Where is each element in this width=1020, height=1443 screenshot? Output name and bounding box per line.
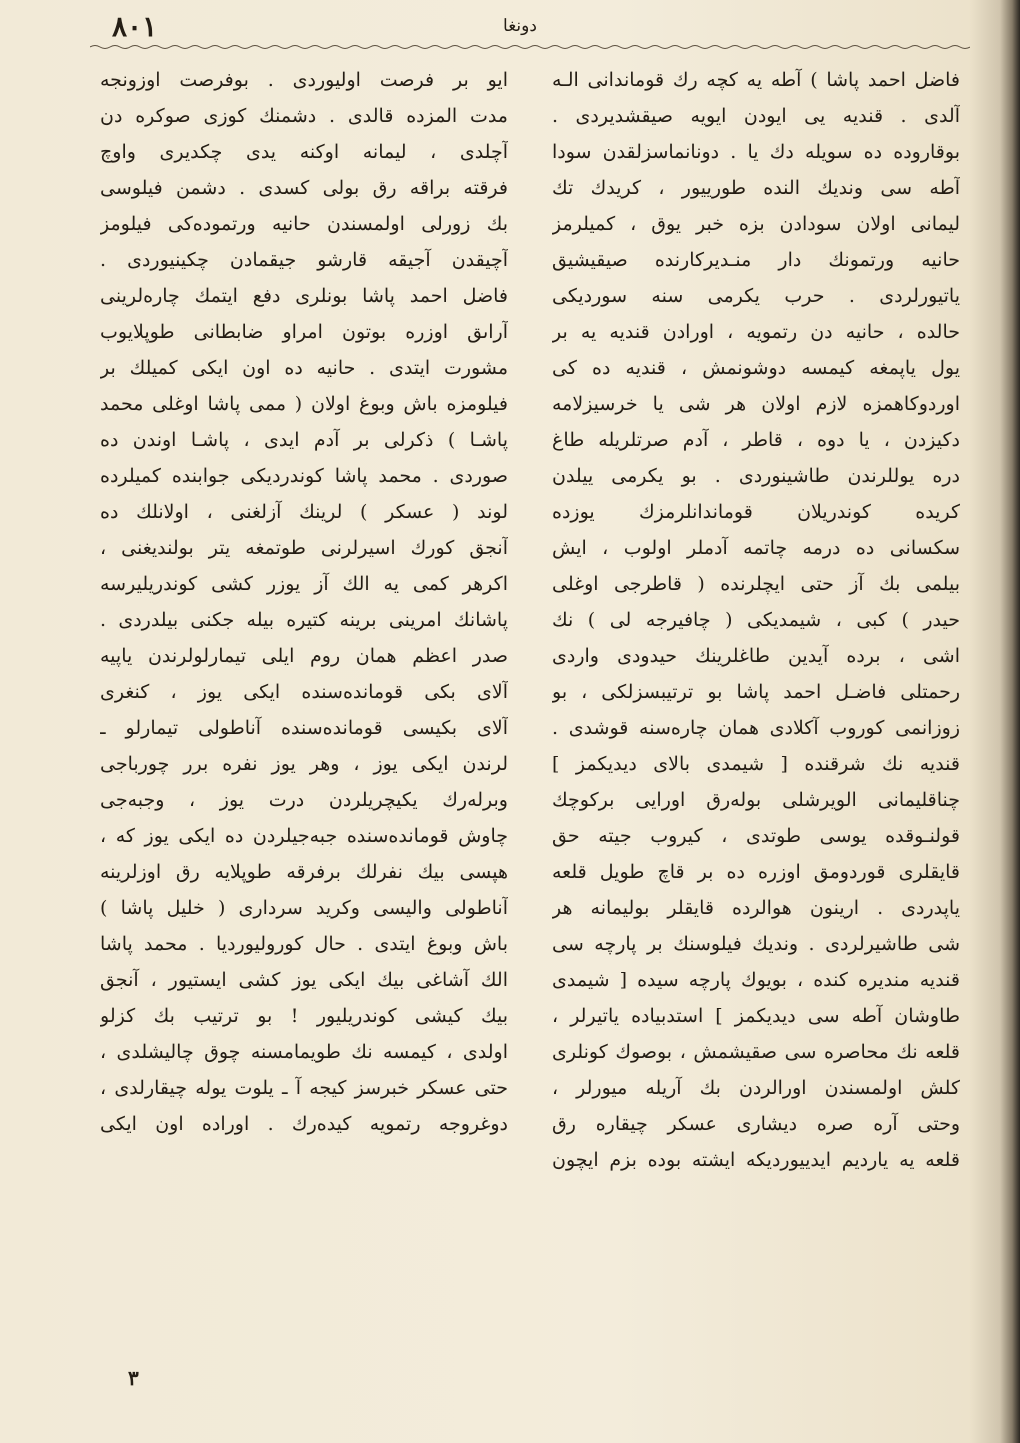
- text-line: فیلومزه باش وبوغ اولان ( ممی پاشا اوغلی محمد: [100, 393, 508, 415]
- text-line: بك زورلی اولمسندن حانیه ورتمودەكی فیلومز: [100, 213, 508, 235]
- text-line: لرندن ایكی یوز ، وهر یوز نفره برر چورباجی: [100, 753, 508, 775]
- text-line: فرقته براقه رق بولی كسدی . دشمن فیلوسی: [100, 177, 508, 199]
- text-line: لیمانی اولان سودادن بزه خبر یوق ، كمیلرمز: [552, 213, 960, 235]
- text-line: یول یاپمغه كیمسه دوشونمش ، قندیه ده كی: [552, 357, 960, 379]
- text-column-left: [100, 62, 508, 1142]
- text-line: اوردوكاهمزه لازم اولان هر شی یا خرسیزلامه: [552, 393, 960, 415]
- running-head: دونغا: [503, 16, 537, 36]
- text-line: رحمتلی فاضـل احمد پاشا بو ترتیبسزلكی ، بو: [552, 681, 960, 703]
- text-line: حتی عسكر خبرسز كیجه آ ـ یلوت یوله چیقارلدی ،: [100, 1077, 508, 1099]
- text-line: الك آشاغی بیك ایكی یوز كشی ایستیور ، آنجق: [100, 969, 508, 991]
- text-line: قایقلری قوردومق اوزره ده بر قاچ طویل قلعه: [552, 861, 960, 883]
- text-line: آناطولی والیسی وكرید سرداری ( خلیل پاشا ): [100, 897, 508, 919]
- text-line: طاوشان آطه سی دیدیكمز ] استدبیاده یاتیرلر ،: [552, 1005, 960, 1027]
- text-line: حیدر ) كبی ، شیمدیكی ( چافیرجه لی ) نك: [552, 609, 960, 631]
- header-rule: [90, 44, 970, 50]
- text-line: یاپدردی . ارینون هوالرده قایقلر بولیمانه هر: [552, 897, 960, 919]
- text-line: اولدی ، كیمسه نك طویمامسنه چوق چالیشلدی ،: [100, 1041, 508, 1063]
- text-line: سكسانی ده درمه چاتمه آدملر اولوب ، ایش: [552, 537, 960, 559]
- signature-mark: ۳: [128, 1366, 139, 1390]
- text-line: فاضل احمد پاشا ) آطه یه کچه رك قوماندانی الـه: [552, 69, 960, 91]
- text-line: فاضل احمد پاشا بونلری دفع ایتمك چارەلرینی: [100, 285, 508, 307]
- text-line: دوغروجه رتمویه كیدەرك . اوراده اون ایكی: [100, 1113, 508, 1135]
- text-line: یاتیورلردی . حرب یکرمی سنه سوردیكی: [552, 285, 960, 307]
- text-line: دره یوللرندن طاشینوردی . بو یكرمی ییلدن: [552, 465, 960, 487]
- text-line: لوند ( عسكر ) لرینك آزلغنی ، اولانلك ده: [100, 501, 508, 523]
- text-line: پاشانك امرینی برینه كتیره بیله جكنی بیلدردی .: [100, 609, 508, 631]
- text-line: قندیه مندیره كنده ، بویوك پارچه سیده [ شیمدی: [552, 969, 960, 991]
- text-line: قندیه نك شرقنده [ شیمدی بالای دیدیكمز ]: [552, 753, 960, 775]
- text-line: آلای بكیسی قوماندەسنده آناطولی تیمارلو ـ: [100, 717, 508, 739]
- text-line: چاوش قوماندەسنده جبەجیلردن ده ایكی یوز كه ،: [100, 825, 508, 847]
- text-line: حالده ، حانیه دن رتمویه ، اورادن قندیه یه بر: [552, 321, 960, 343]
- text-line: قلعه نك محاصره سی صقیشمش ، بوصوك كونلری: [552, 1041, 960, 1063]
- text-line: آطه سی وندیك النده طورییور ، كریدك تك: [552, 177, 960, 199]
- text-line: آراىق اوزره بوتون امراو ضابطانی طوپلایوب: [100, 321, 508, 343]
- page-number: ۸۰۱: [112, 10, 158, 43]
- text-line: اشی ، برده آیدین طاغلرینك حیدودی واردی: [552, 645, 960, 667]
- text-column-right: [552, 62, 960, 1178]
- text-line: آچلدی ، لیمانه اوكنه یدی چكدیری واوچ: [100, 141, 508, 163]
- binding-shadow: [1000, 0, 1020, 1443]
- text-line: بیك كیشی كوندریلیور ! بو ترتیب بك كزلو: [100, 1005, 508, 1027]
- text-line: دكیزدن ، یا دوه ، قاطر ، آدم صرتلریله طاغ: [552, 429, 960, 451]
- text-line: حانیه ورتمونك دار منـدیركارنده صیقیشیق: [552, 249, 960, 271]
- text-line: وبرلەرك یكیچریلردن درت یوز ، وجبەجی: [100, 789, 508, 811]
- text-line: شی طاشیرلردی . وندیك فیلوسنك بر پارچه سی: [552, 933, 960, 955]
- text-line: آچیقدن آجیقه قارشو جیقمادن چكینیوردی .: [100, 249, 508, 271]
- text-line: بیلمی بك آز حتی ایچلرنده ( قاطرجی اوغلی: [552, 573, 960, 595]
- text-line: قولنـوقده یوسی طوتدی ، كیروب جیته حق: [552, 825, 960, 847]
- text-line: آلای بكی قوماندەسنده ایكی یوز ، كنغری: [100, 681, 508, 703]
- text-line: اكرهر كمی یه الك آز یوزر كشی كوندریلیرسه: [100, 573, 508, 595]
- text-line: كریده كوندریلان قوماندانلرمزك یوزده: [552, 501, 960, 523]
- text-line: مدت المزده قالدی . دشمنك كوزی صوكره دن: [100, 105, 508, 127]
- text-line: صوردی . محمد پاشا كوندردیكی جوابنده كمیلرده: [100, 465, 508, 487]
- text-line: مشورت ایتدی . حانیه ده اون ایكی كمیلك بر: [100, 357, 508, 379]
- text-line: قلعه یه یاردیم ایدییوردیکه ایشته بوده بزم ایچون: [552, 1149, 960, 1171]
- text-line: پاشـا ) ذكرلی بر آدم ایدی ، پاشـا اوندن ده: [100, 429, 508, 451]
- text-line: صدر اعظم همان روم ایلی تیمارلولرندن یاپیه: [100, 645, 508, 667]
- text-line: آنجق كورك اسیرلرنی طوتمغه یتر بولندیغنی ،: [100, 537, 508, 559]
- text-line: ایو بر فرصت اولیوردی . بوفرصت اوزونجه: [100, 69, 508, 91]
- text-line: هپسی بیك نفرلك برفرقه طوپلایه رق اوزلرینه: [100, 861, 508, 883]
- text-line: وحتی آره صره دیشاری عسکر چیقاره رق: [552, 1113, 960, 1135]
- text-line: باش وبوغ ایتدی . حال كورولیوردیا . محمد پاشا: [100, 933, 508, 955]
- text-line: چناقلیمانی الویرشلی بولەرق اورایی بركوچك: [552, 789, 960, 811]
- text-line: آلدی . قندیه یی ایودن ایویه صیقشدیردی .: [552, 105, 960, 127]
- text-line: زوزانمی كوروب آكلادی همان چارەسنه قوشدی .: [552, 717, 960, 739]
- text-line: كلش اولمسندن اورالردن بك آریله میورلر ،: [552, 1077, 960, 1099]
- text-line: بوقاروده ده سویله دك یا . دونانماسزلقدن سودا: [552, 141, 960, 163]
